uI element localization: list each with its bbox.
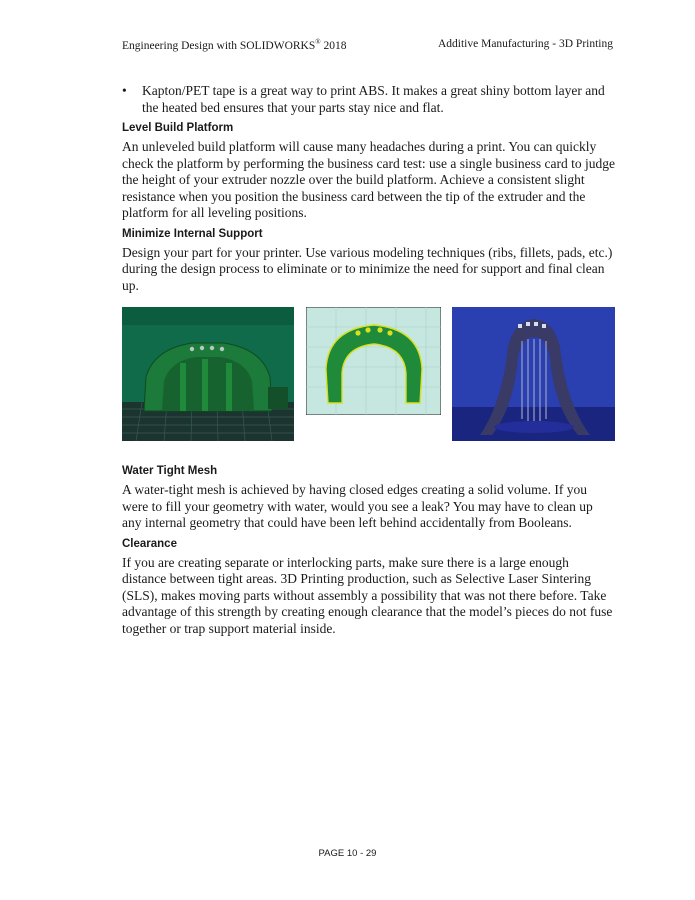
page-body	[122, 82, 615, 637]
heading-clearance: Clearance	[122, 537, 177, 550]
paragraph-minimize-internal-support: Design your part for your printer. Use various modeling techniques (ribs, fillets, pads, etc.) during the design process to eliminate or to minimize the need for support and final clean up.	[122, 244, 613, 293]
bullet-text: Kapton/PET tape is a great way to print ABS. It makes a great shiny bottom layer and the heated bed ensures that your parts stay nice and flat.	[142, 83, 605, 115]
paragraph-water-tight-mesh: A water-tight mesh is achieved by having closed edges creating a solid volume. If you were to fill your geometry with water, would you see a leak? You may have to clean up any internal geometry that could have been left behind accidentally from Booleans.	[122, 482, 593, 530]
heading-minimize-internal-support: Minimize Internal Support	[122, 227, 263, 240]
printed-part-photo-image	[452, 307, 615, 441]
support-figures	[118, 307, 615, 447]
bullet-dot: •	[122, 83, 127, 98]
heading-water-tight-mesh: Water Tight Mesh	[122, 465, 218, 477]
bullet-item	[122, 82, 615, 116]
running-header-left: Engineering Design with SOLIDWORKS® 2018	[122, 38, 347, 52]
arch-part-render-image	[306, 307, 441, 415]
page-number: PAGE 10 - 29	[318, 848, 377, 859]
paragraph-level-build-platform: An unleveled build platform will cause many headaches during a print. You can quickly check the platform by performing the business card test: use a single business card to judge the height of your extruder nozzle over the build platform. Achieve a consistent slight resistance when you position the business card between the tip of the extruder and the platform for all leveling positions.	[122, 139, 615, 220]
heading-level-build-platform: Level Build Platform	[122, 122, 234, 134]
running-header-right: Additive Manufacturing - 3D Printing	[437, 38, 613, 50]
paragraph-clearance: If you are creating separate or interlocking parts, make sure there is a large enough distance between tight areas. 3D Printing production, such as Selective Laser Sintering (SLS), makes moving parts without assembly a possibility that was not there before. Take advantage of this strength by creating enough clearance that the model’s pieces do not fuse together or trap support material inside.	[122, 554, 613, 636]
cad-model-with-supports-image	[122, 307, 294, 441]
